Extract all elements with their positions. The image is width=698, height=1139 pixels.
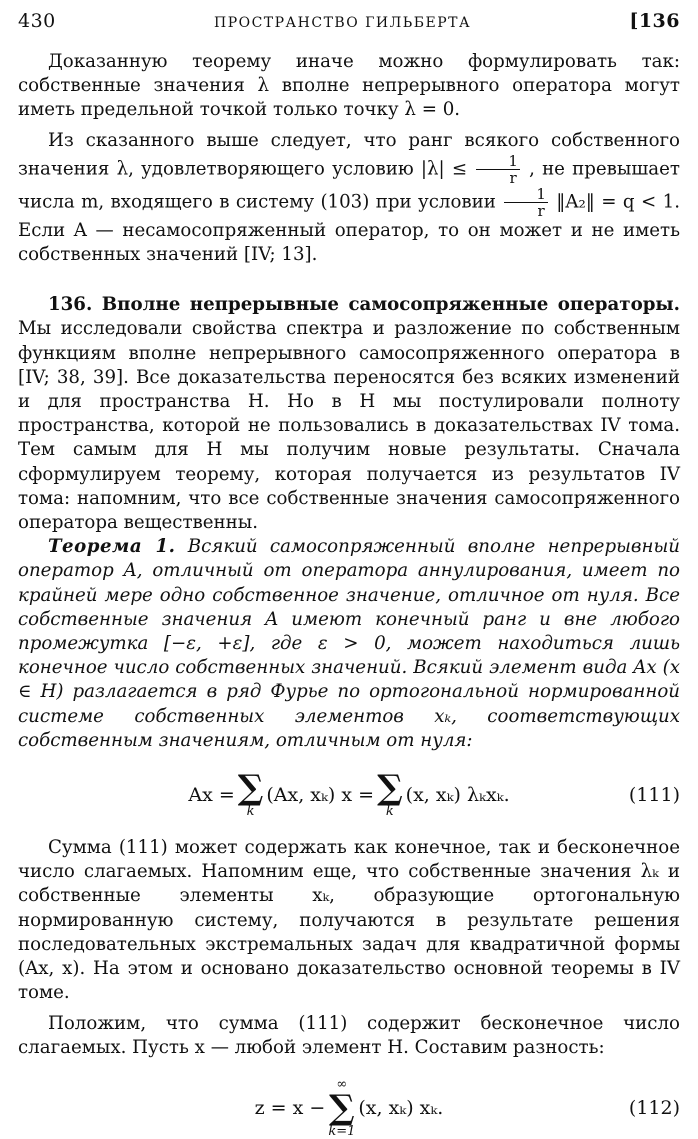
running-header xyxy=(18,10,680,32)
rank-text-3: Если A — несамосопряженный оператор, то он может и не иметь собственных значений [IV; 13]. xyxy=(18,219,680,266)
norm-condition: ‖A₂‖ = q < 1. xyxy=(556,191,680,213)
rank-text-1: Из сказанного выше следует, что ранг всякого собственного значения λ, удовлетворяющего условию |λ| ≤ xyxy=(18,129,680,180)
fraction-numerator: 1 xyxy=(504,186,548,203)
theorem-statement: Всякий самосопряженный вполне непрерывный оператор A, отличный от оператора аннулирования, имеет по крайней мере одно собственное значение, отличное от нуля. Все собственные значения A имеют конечный ранг и вне любого промежутка [−ε, +ε], где ε > 0, может находиться лишь конечное число собственных значений. Всякий элемент вида Ax (x ∈ H) разлагается в ряд Фурье по ортогональной нормированной системе собственных элементов xₖ, соответствующих собственным значениям, отличным от нуля: xyxy=(18,536,680,751)
section-text: Мы исследовали свойства спектра и разложение по собственным функциям вполне непрерывного самосопряженного оператора в [IV; 38, 39]. Все доказательства переносятся без всяких изменений и для пространства H. Но в H мы постулировали полноту пространства, которой не пользовались в доказательствах IV тома. Тем самым для H мы получим новые результаты. Сначала сформулируем теорему, которая получается из результатов IV тома: напомним, что все собственные значения самосопряженного оператора вещественны. xyxy=(18,318,680,534)
paragraph-eigenvalue-limit: Доказанную теорему иначе можно формулировать так: собственные значения λ вполне непрерывного оператора могут иметь предельной точкой только точку λ = 0. xyxy=(18,51,680,121)
sum-index: k xyxy=(246,804,255,820)
equation-number: (111) xyxy=(628,783,680,806)
book-page xyxy=(18,10,680,1138)
equation-111 xyxy=(18,768,680,820)
section-heading: 136. Вполне непрерывные самосопряженные операторы. xyxy=(48,294,680,316)
eq111-term2: (x, xₖ) λₖxₖ. xyxy=(405,783,510,806)
page-number: 430 xyxy=(18,10,56,32)
paragraph-rank xyxy=(18,129,680,268)
sum-index: k xyxy=(385,804,394,820)
rank-text-2: , не превышает числа m, входящего в систему (103) при условии xyxy=(18,158,680,213)
paragraph-sum-remarks: Сумма (111) может содержать как конечное, так и бесконечное число слагаемых. Напомним еще, что собственные значения λₖ и собственные элементы xₖ, образующие ортогональную нормированную систему, получаются в результате решения последовательных экстремальных задач для квадратичной формы (Ax, x). На этом и основано доказательство основной теоремы в IV томе. xyxy=(18,837,680,1004)
sigma-symbol: ∑ xyxy=(329,1087,355,1128)
sum-sign xyxy=(237,768,264,820)
sigma-symbol: ∑ xyxy=(237,768,264,809)
section-reference: [136 xyxy=(629,10,680,32)
equation-112 xyxy=(18,1078,680,1138)
fraction-denominator: r xyxy=(509,168,517,187)
fraction-numerator: 1 xyxy=(476,153,520,170)
sum-sign xyxy=(328,1078,355,1138)
paragraph-difference: Положим, что сумма (111) содержит бесконечное число слагаемых. Пусть x — любой элемент H. Составим разность: xyxy=(18,1012,680,1058)
sigma-symbol: ∑ xyxy=(377,768,403,809)
eq112-term: (x, xₖ) xₖ. xyxy=(358,1096,444,1119)
running-title: ПРОСТРАНСТВО ГИЛЬБЕРТА xyxy=(213,15,472,31)
eq111-term1: (Ax, xₖ) x = xyxy=(266,783,375,806)
sum-lower-limit: k=1 xyxy=(328,1123,356,1139)
theorem-label: Теорема 1. xyxy=(48,536,176,558)
eq111-lhs: Ax = xyxy=(188,783,235,806)
equation-number: (112) xyxy=(628,1096,680,1119)
fraction-one-over-r xyxy=(476,153,520,186)
eq112-lhs: z = x − xyxy=(254,1096,326,1119)
section-136 xyxy=(18,293,680,535)
fraction-denominator: r xyxy=(537,201,545,220)
fraction-one-over-r-2 xyxy=(504,186,548,219)
sum-sign xyxy=(377,768,403,820)
sum-upper-limit: ∞ xyxy=(336,1076,348,1092)
theorem-1 xyxy=(18,535,680,753)
